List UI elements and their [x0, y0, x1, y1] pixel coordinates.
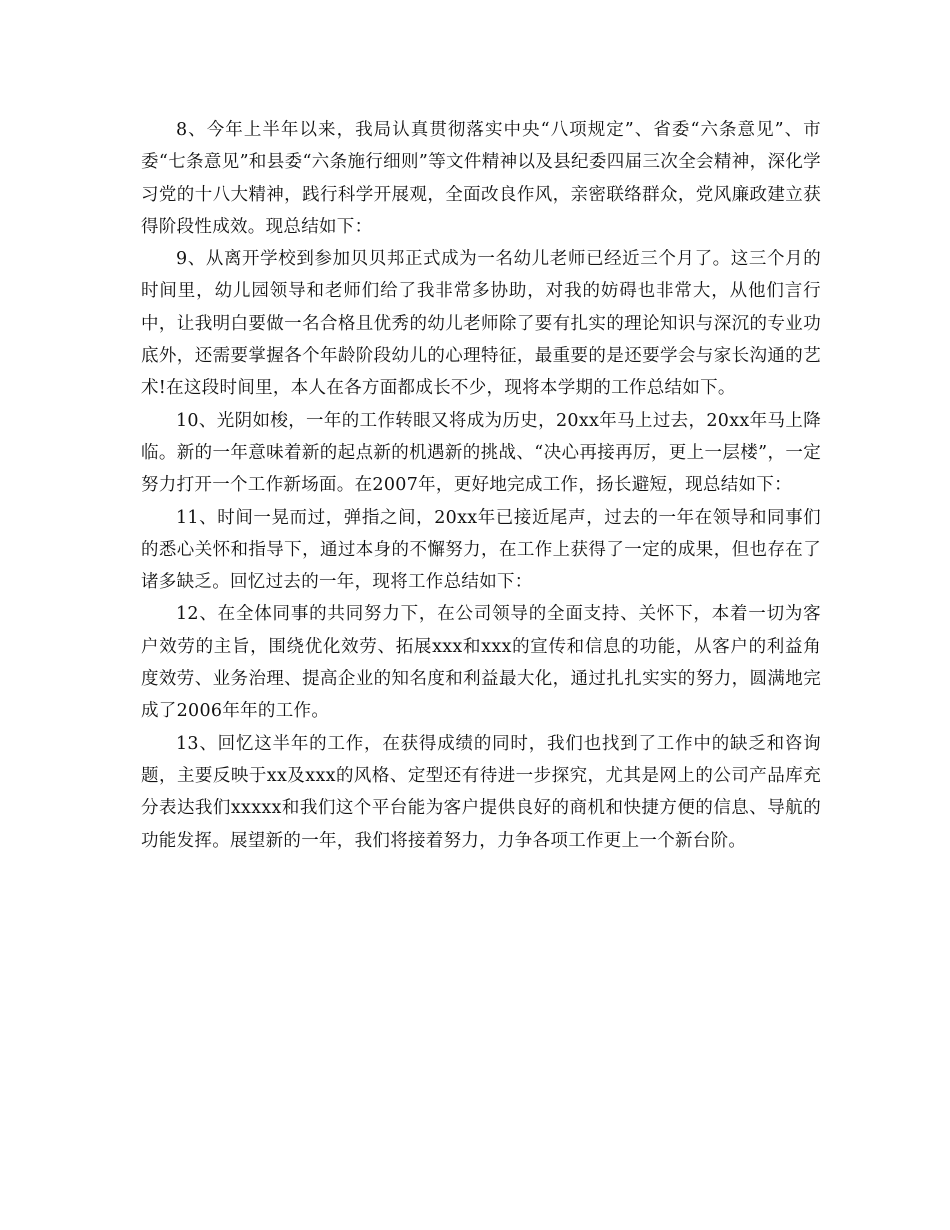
- document-body: [141, 114, 821, 857]
- paragraph-10: 10、光阴如梭，一年的工作转眼又将成为历史，20xx年马上过去，20xx年马上降临。新的一年意味着新的起点新的机遇新的挑战、“决心再接再厉，更上一层楼”，一定努力打开一个工作新场面。在2007年，更好地完成工作，扬长避短，现总结如下：: [141, 410, 821, 496]
- paragraph-9: 9、从离开学校到参加贝贝邦正式成为一名幼儿老师已经近三个月了。这三个月的时间里，幼儿园领导和老师们给了我非常多协助，对我的妨碍也非常大，从他们言行中，让我明白要做一名合格且优秀的幼儿老师除了要有扎实的理论知识与深沉的专业功底外，还需要掌握各个年龄阶段幼儿的心理特征，最重要的是还要学会与家长沟通的艺术!在这段时间里，本人在各方面都成长不少，现将本学期的工作总结如下。: [141, 249, 821, 399]
- paragraph-12: 12、在全体同事的共同努力下，在公司领导的全面支持、关怀下，本着一切为客户效劳的主旨，围绕优化效劳、拓展xxx和xxx的宣传和信息的功能，从客户的利益角度效劳、业务治理、提高企业的知名度和利益最大化，通过扎扎实实的努力，圆满地完成了2006年年的工作。: [141, 604, 821, 722]
- paragraph-8: 8、今年上半年以来，我局认真贯彻落实中央“八项规定”、省委“六条意见”、市委“七条意见”和县委“六条施行细则”等文件精神以及县纪委四届三次全会精神，深化学习党的十八大精神，践行科学开展观，全面改良作风，亲密联络群众，党风廉政建立获得阶段性成效。现总结如下：: [141, 120, 821, 237]
- paragraph-11: 11、时间一晃而过，弹指之间，20xx年已接近尾声，过去的一年在领导和同事们的悉心关怀和指导下，通过本身的不懈努力，在工作上获得了一定的成果，但也存在了诸多缺乏。回忆过去的一年，现将工作总结如下：: [141, 507, 821, 593]
- paragraph-13: 13、回忆这半年的工作，在获得成绩的同时，我们也找到了工作中的缺乏和咨询题，主要反映于xx及xxx的风格、定型还有待进一步探究，尤其是网上的公司产品库充分表达我们xxxxx和我们这个平台能为客户提供良好的商机和快捷方便的信息、导航的功能发挥。展望新的一年，我们将接着努力，力争各项工作更上一个新台阶。: [141, 733, 821, 851]
